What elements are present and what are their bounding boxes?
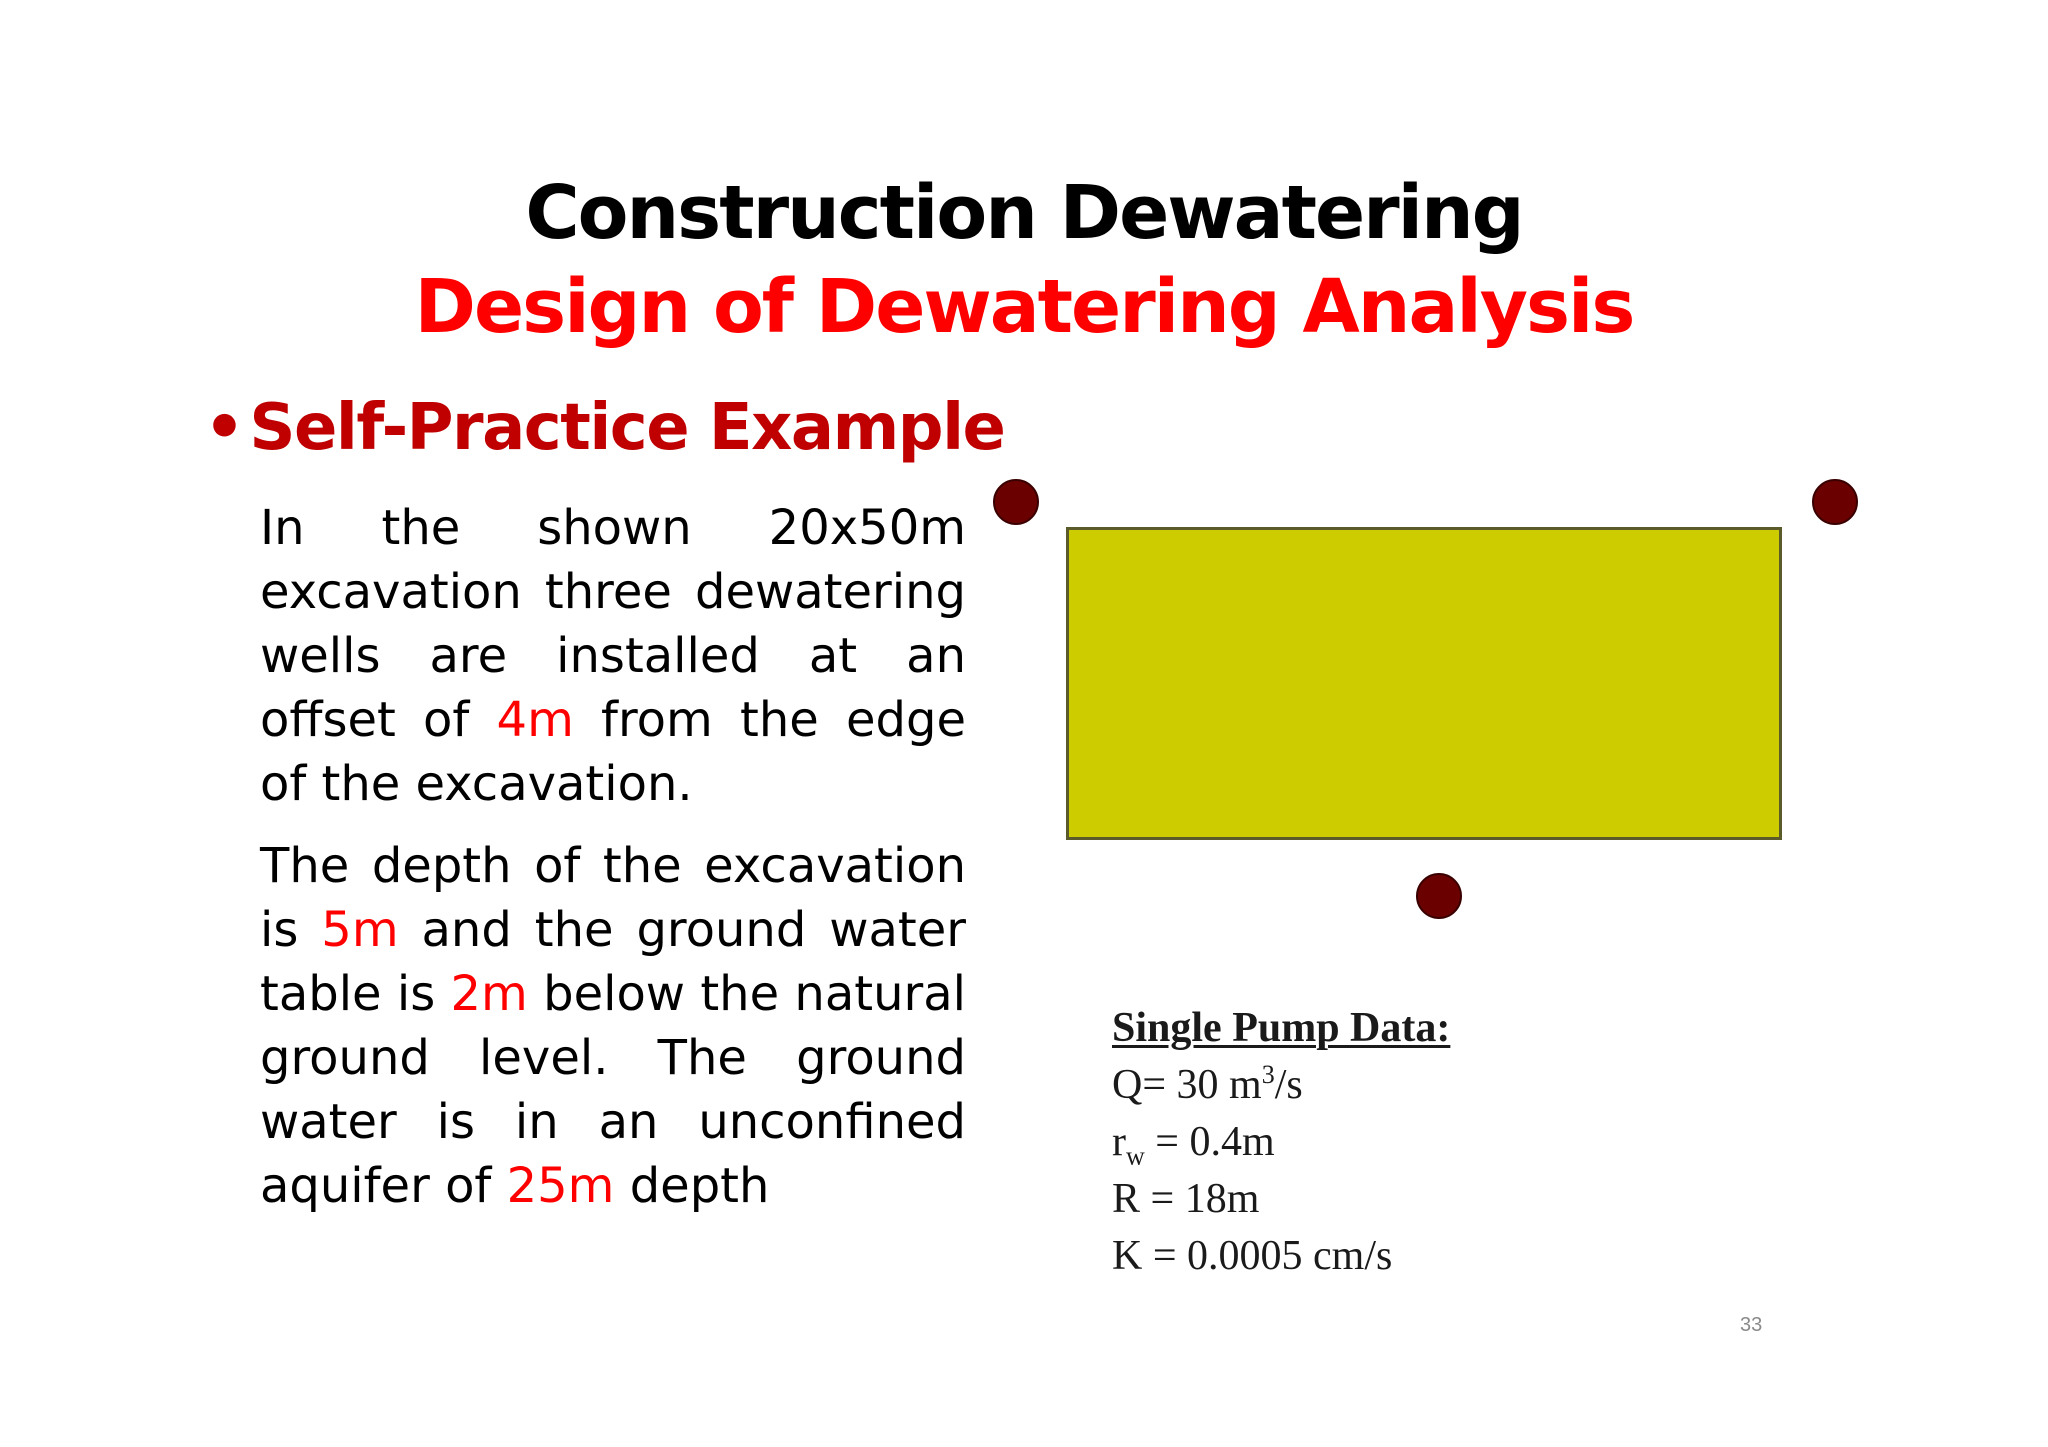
slide-subtitle: Design of Dewatering Analysis [414,264,1634,350]
paragraph2-text-1: The depth of the excavation is [260,838,966,958]
pump-data-title: Single Pump Data: [1112,1005,1451,1051]
pump-permeability: K = 0.0005 cm/s [1112,1233,1393,1279]
excavation-rectangle [1066,527,1782,840]
slide-title: Construction Dewatering [525,170,1523,256]
pump-data-block [1112,1000,1450,1285]
paragraph1-text-2: from the edge of the excavation. [260,692,967,812]
bullet-heading-text: Self-Practice Example [249,391,1005,465]
flow-rate-unit: /s [1274,1062,1303,1108]
flow-rate-value: Q= 30 m [1112,1062,1262,1108]
well-bottom-center [1416,873,1462,919]
bullet-heading [204,388,1004,468]
well-radius-subscript: w [1126,1141,1145,1171]
well-right-top [1812,479,1858,525]
pump-flow-rate [1112,1057,1450,1114]
aquifer-depth-value: 25m [506,1158,615,1214]
pump-well-radius [1112,1114,1450,1171]
flow-rate-exponent: 3 [1261,1060,1275,1089]
paragraph1-text-1: In the shown 20x50m excavation three dewatering wells are installed at an offset of [260,500,966,748]
depth-value: 5m [321,902,399,958]
pump-radius-influence: R = 18m [1112,1176,1260,1222]
paragraph-excavation [260,496,966,816]
paragraph2-text-4: depth [614,1158,770,1214]
bullet-dot-icon: • [204,391,244,465]
well-left-top [993,479,1039,525]
paragraph2-text-3: below the natural ground level. The ground water is in an unconfined aquifer of [260,966,966,1214]
offset-value: 4m [496,692,574,748]
paragraph-groundwater [260,834,966,1218]
page-number: 33 [1740,1314,1763,1336]
water-table-value: 2m [450,966,528,1022]
paragraph2-text-2: and the ground water table is [260,902,966,1022]
well-radius-symbol: r [1112,1119,1126,1165]
well-radius-value: = 0.4m [1144,1119,1275,1165]
